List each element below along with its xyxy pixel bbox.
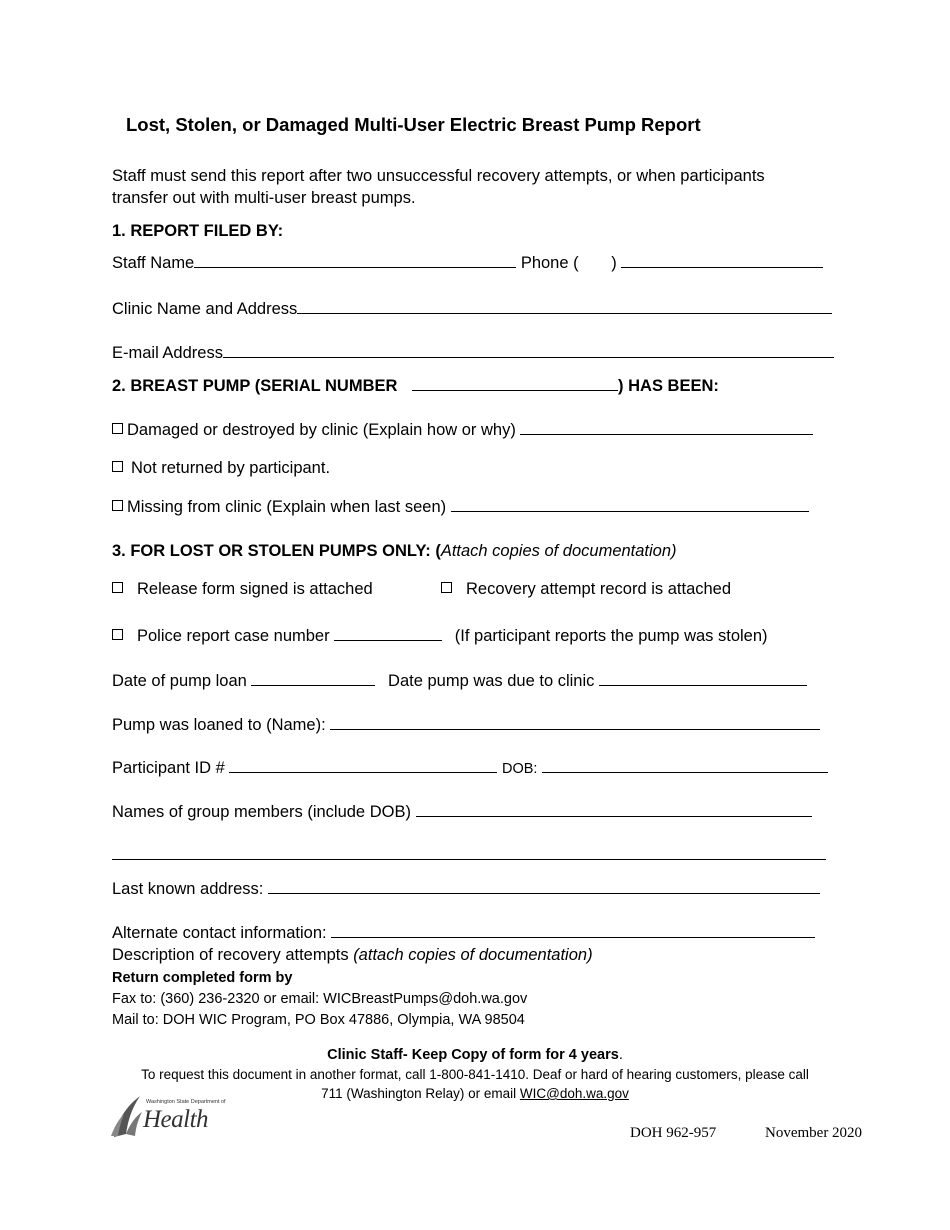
group-members-label: Names of group members (include DOB): [112, 803, 411, 821]
alternate-row: [112, 924, 815, 943]
description-italic: (attach copies of documentation): [353, 946, 593, 964]
page-title: Lost, Stolen, or Damaged Multi-User Electric Breast Pump Report: [126, 114, 701, 135]
staff-name-field[interactable]: [194, 254, 516, 268]
intro-line-2: transfer out with multi-user breast pumps.: [112, 189, 416, 207]
return-heading: Return completed form by: [112, 970, 293, 986]
doh-leaf-icon: [110, 1094, 144, 1138]
email-label: E-mail Address: [112, 344, 223, 362]
participant-row: [112, 759, 828, 778]
logo-health-text: Health: [143, 1106, 209, 1133]
release-checkbox[interactable]: [112, 582, 123, 593]
not-returned-label: Not returned by participant.: [131, 459, 331, 477]
section3-heading: [112, 542, 677, 561]
group-members-continuation-line[interactable]: [112, 847, 826, 860]
doc-date: November 2020: [765, 1125, 863, 1141]
missing-checkbox[interactable]: [112, 500, 123, 511]
group-members-row: [112, 803, 812, 822]
dob-field[interactable]: [542, 759, 828, 773]
participant-id-field[interactable]: [229, 759, 497, 773]
damaged-checkbox[interactable]: [112, 423, 123, 434]
serial-number-field[interactable]: [412, 377, 618, 391]
loaned-to-label: Pump was loaned to (Name):: [112, 716, 326, 734]
damaged-explain-field[interactable]: [520, 421, 813, 435]
not-returned-row: [112, 459, 330, 478]
participant-id-label: Participant ID #: [112, 759, 225, 777]
phone-close-label: ): [611, 254, 617, 272]
logo-small-text: Washington State Department of: [146, 1099, 226, 1105]
section3-heading-text: 3. FOR LOST OR STOLEN PUMPS ONLY: (: [112, 542, 441, 560]
email-field[interactable]: [223, 344, 834, 358]
request-line-2-text: 711 (Washington Relay) or email: [321, 1086, 520, 1101]
last-address-row: [112, 880, 820, 899]
release-label: Release form signed is attached: [137, 580, 373, 598]
alternate-field[interactable]: [331, 924, 815, 938]
description-label: Description of recovery attempts: [112, 946, 354, 964]
section3-heading-italic: Attach copies of documentation): [440, 542, 677, 560]
recovery-label: Recovery attempt record is attached: [466, 580, 732, 598]
phone-label: Phone (: [520, 254, 579, 272]
alternate-label: Alternate contact information:: [112, 924, 327, 942]
return-mail: Mail to: DOH WIC Program, PO Box 47886, Olympia, WA 98504: [112, 1012, 525, 1028]
loaned-to-field[interactable]: [330, 716, 820, 730]
police-label: Police report case number: [137, 627, 330, 645]
police-row: [112, 627, 768, 646]
damaged-row: [112, 421, 813, 440]
keep-copy-note: [0, 1047, 950, 1063]
section2-heading: [112, 377, 719, 396]
dob-label: DOB:: [502, 761, 538, 777]
staff-name-row: [112, 254, 823, 273]
recovery-row: [441, 580, 731, 599]
intro-line-1: Staff must send this report after two unsuccessful recovery attempts, or when participants: [112, 167, 765, 185]
date-due-field[interactable]: [599, 672, 807, 686]
missing-explain-field[interactable]: [451, 498, 809, 512]
section2-heading-a: 2. BREAST PUMP (SERIAL NUMBER: [112, 377, 398, 395]
release-row: [112, 580, 373, 599]
police-note: (If participant reports the pump was stolen): [454, 627, 768, 645]
email-row: [112, 344, 834, 363]
missing-label: Missing from clinic (Explain when last seen): [127, 498, 447, 516]
date-due-label: Date pump was due to clinic: [388, 672, 595, 690]
clinic-field[interactable]: [297, 300, 832, 314]
group-members-field[interactable]: [416, 803, 812, 817]
date-loan-field[interactable]: [251, 672, 375, 686]
clinic-label: Clinic Name and Address: [112, 300, 298, 318]
phone-field[interactable]: [621, 254, 823, 268]
recovery-checkbox[interactable]: [441, 582, 452, 593]
not-returned-checkbox[interactable]: [112, 461, 123, 472]
date-loan-label: Date of pump loan: [112, 672, 247, 690]
doc-number: DOH 962-957: [630, 1125, 717, 1141]
section2-heading-b: ) HAS BEEN:: [618, 377, 719, 395]
last-address-field[interactable]: [268, 880, 820, 894]
wic-email-link[interactable]: WIC@doh.wa.gov: [519, 1086, 629, 1101]
police-case-field[interactable]: [334, 627, 442, 641]
clinic-row: [112, 300, 832, 319]
last-address-label: Last known address:: [112, 880, 264, 898]
missing-row: [112, 498, 809, 517]
dates-row: [112, 672, 807, 691]
doh-logo: [110, 1094, 226, 1140]
keep-copy-period: .: [618, 1047, 623, 1063]
return-fax: Fax to: (360) 236-2320 or email: WICBreastPumps@doh.wa.gov: [112, 991, 528, 1007]
loaned-to-row: [112, 716, 820, 735]
keep-copy-text: Clinic Staff- Keep Copy of form for 4 years: [327, 1047, 619, 1063]
police-checkbox[interactable]: [112, 629, 123, 640]
staff-name-label: Staff Name: [112, 254, 195, 272]
damaged-label: Damaged or destroyed by clinic (Explain how or why): [127, 421, 516, 439]
section1-heading: 1. REPORT FILED BY:: [112, 222, 284, 240]
request-line-1: To request this document in another format, call 1-800-841-1410. Deaf or hard of hearing customers, please call: [141, 1067, 809, 1082]
description-row: [112, 946, 593, 965]
